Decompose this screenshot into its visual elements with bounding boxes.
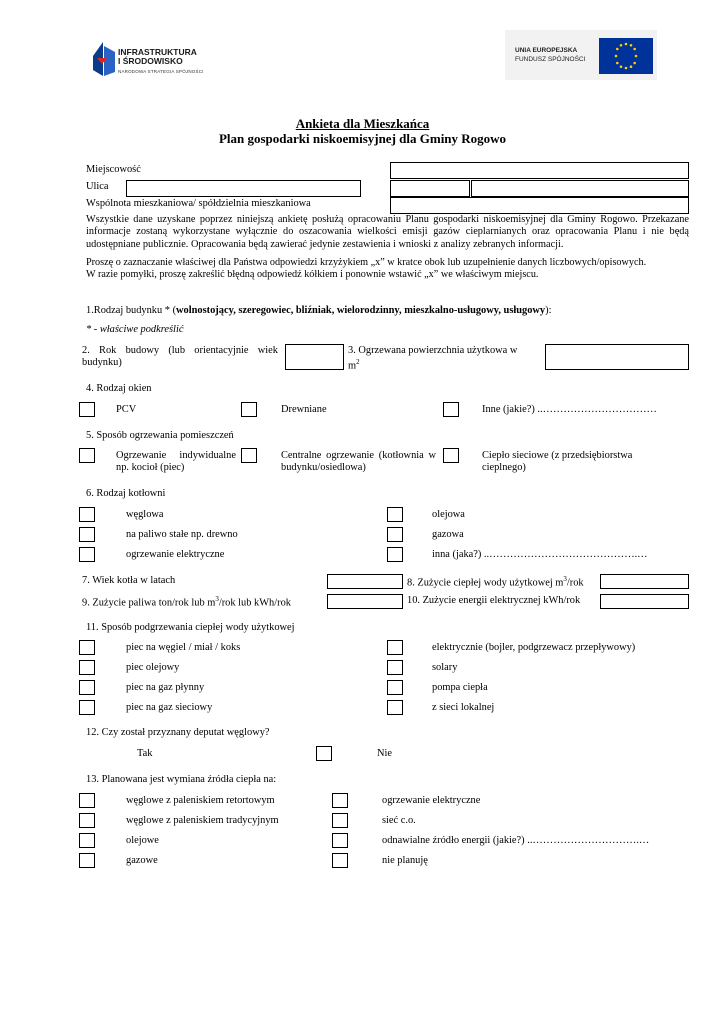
- q4-inne-label: Inne (jakie?) ..……………………………: [482, 404, 657, 415]
- q13-gazowe-label: gazowe: [126, 855, 158, 866]
- intro-paragraph: Wszystkie dane uzyskane poprzez niniejszą ankietę posłużą opracowaniu Planu gospodarki niskoemisyjnej dla Gminy Rogowo. Przekazane informacje zostaną wykorzystane wyłącznie do oszacowania wielkości emisji gazów cieplarnianych oraz opracowania Planu i nie będą udostępniane publicznie. Opracowania będą zawierać jedynie zestawienia i wnioski z analizy zebranych informacji.: [86, 214, 689, 250]
- q1-prefix: 1.Rodzaj budynku * (: [86, 305, 177, 316]
- q8-field[interactable]: [600, 574, 689, 589]
- q5-indywidualne-checkbox[interactable]: [79, 448, 95, 463]
- ulica-label: Ulica: [86, 181, 109, 192]
- q5-cieplo-sieciowe-checkbox[interactable]: [443, 448, 459, 463]
- q8-label: [407, 575, 584, 589]
- q13-oze-checkbox[interactable]: [332, 833, 348, 848]
- q6-inna-checkbox[interactable]: [387, 547, 403, 562]
- q6-drewno-checkbox[interactable]: [79, 527, 95, 542]
- survey-subtitle: Plan gospodarki niskoemisyjnej dla Gminy Rogowo: [218, 131, 507, 146]
- q13-tradycyjne-checkbox[interactable]: [79, 813, 95, 828]
- q8-label-suffix: /rok: [566, 577, 584, 589]
- q11-wegiel-checkbox[interactable]: [79, 640, 95, 655]
- q4-drewniane-label: Drewniane: [281, 404, 327, 415]
- logo-left-sub: NARODOWA STRATEGIA SPÓJNOŚCI: [118, 69, 204, 74]
- logo-left-line1: INFRASTRUKTURA: [118, 47, 197, 57]
- eu-logo-line2: FUNDUSZ SPÓJNOŚCI: [515, 56, 586, 63]
- q11-pompa-label: pompa ciepła: [432, 682, 488, 693]
- q13-retortowe-label: węglowe z paleniskiem retortowym: [126, 795, 275, 806]
- q10-label: 10. Zużycie energii elektrycznej kWh/rok: [407, 595, 581, 606]
- q11-gaz-plynny-label: piec na gaz płynny: [126, 682, 205, 693]
- q9-label-text: 9. Zużycie paliwa ton/rok lub m: [82, 597, 216, 609]
- instructions-line1: Proszę o zaznaczanie właściwej dla Państwa odpowiedzi krzyżykiem „x” w kratce obok lub uzupełnienie danych liczbowych/opisowych.: [86, 257, 647, 268]
- q13-oze-label: odnawialne źródło energii (jakie?) ..………………………….…: [382, 835, 650, 846]
- eu-logo-line1: UNIA EUROPEJSKA: [515, 47, 578, 54]
- q13-siec-co-label: sieć c.o.: [382, 815, 416, 826]
- q11-pompa-checkbox[interactable]: [387, 680, 403, 695]
- q12-yes-label: Tak: [137, 748, 153, 759]
- q11-solary-label: solary: [432, 662, 458, 673]
- q5-centralne-checkbox[interactable]: [241, 448, 257, 463]
- q12-label: 12. Czy został przyznany deputat węglowy?: [86, 727, 270, 738]
- q11-siec-lokalna-checkbox[interactable]: [387, 700, 403, 715]
- q5-indywidualne-label: Ogrzewanie indywidualne np. kocioł (piec): [116, 450, 236, 474]
- q11-label: 11. Sposób podgrzewania ciepłej wody użytkowej: [86, 622, 295, 633]
- q5-centralne-label: Centralne ogrzewanie (kotłownia w budynku/osiedlowa): [281, 450, 436, 474]
- wspolnota-field[interactable]: [390, 197, 689, 214]
- q3-unit: [348, 358, 360, 372]
- q6-weglowa-checkbox[interactable]: [79, 507, 95, 522]
- q11-elektrycznie-label: elektrycznie (bojler, podgrzewacz przepływowy): [432, 642, 636, 653]
- q7-field[interactable]: [327, 574, 403, 589]
- q3-unit-sup: 2: [356, 358, 360, 366]
- q11-elektrycznie-checkbox[interactable]: [387, 640, 403, 655]
- q13-nie-planuje-checkbox[interactable]: [332, 853, 348, 868]
- q11-solary-checkbox[interactable]: [387, 660, 403, 675]
- survey-title: Ankieta dla Mieszkańca: [295, 116, 430, 131]
- q1-suffix: ):: [545, 305, 552, 316]
- q6-label: 6. Rodzaj kotłowni: [86, 488, 166, 499]
- eu-logo: [505, 30, 657, 80]
- ulica-field[interactable]: [126, 180, 361, 197]
- q13-tradycyjne-label: węglowe z paleniskiem tradycyjnym: [126, 815, 279, 826]
- q4-drewniane-checkbox[interactable]: [241, 402, 257, 417]
- q5-label: 5. Sposób ogrzewania pomieszczeń: [86, 430, 234, 441]
- q4-pcv-checkbox[interactable]: [79, 402, 95, 417]
- q13-label: 13. Planowana jest wymiana źródła ciepła na:: [86, 774, 277, 785]
- q13-nie-planuje-label: nie planuję: [382, 855, 428, 866]
- miejscowosc-label: Miejscowość: [86, 164, 141, 175]
- q1-note: * - właściwe podkreślić: [86, 324, 184, 335]
- q10-field[interactable]: [600, 594, 689, 609]
- infrastruktura-mark-icon: [93, 42, 115, 76]
- nr-domu-label-cell: [390, 180, 470, 197]
- q9-label-suffix: /rok lub kWh/rok: [218, 597, 291, 609]
- q13-siec-co-checkbox[interactable]: [332, 813, 348, 828]
- q2-label: 2. Rok budowy (lub orientacyjnie wiek budynku): [82, 345, 278, 369]
- q3-label: 3. Ogrzewana powierzchnia użytkowa w: [348, 345, 518, 356]
- q12-no-label: Nie: [377, 748, 393, 759]
- q1-options[interactable]: wolnostojący, szeregowiec, bliźniak, wielorodzinny, mieszkalno-usługowy, usługowy: [176, 305, 546, 316]
- q9-label: [82, 595, 291, 609]
- q6-gazowa-label: gazowa: [432, 529, 464, 540]
- q5-cieplo-sieciowe-label: Ciepło sieciowe (z przedsiębiorstwa cieplnego): [482, 450, 633, 474]
- instructions-line2: W razie pomyłki, proszę zakreślić błędną odpowiedź kółkiem i ponownie wstawić „x” we właściwym miejscu.: [86, 269, 539, 280]
- q13-olejowe-label: olejowe: [126, 835, 159, 846]
- q4-inne-checkbox[interactable]: [443, 402, 459, 417]
- q9-field[interactable]: [327, 594, 403, 609]
- q11-olejowy-label: piec olejowy: [126, 662, 180, 673]
- q11-gaz-sieciowy-checkbox[interactable]: [79, 700, 95, 715]
- q13-gazowe-checkbox[interactable]: [79, 853, 95, 868]
- q4-label: 4. Rodzaj okien: [86, 383, 152, 394]
- q13-olejowe-checkbox[interactable]: [79, 833, 95, 848]
- q2-year-field[interactable]: [285, 344, 344, 370]
- q8-label-sup: 3: [563, 575, 567, 583]
- infrastruktura-logo: [93, 42, 213, 78]
- q6-inna-label: inna (jaka?) ..…………………………………….…: [432, 549, 648, 560]
- logo-left-line2: I ŚRODOWISKO: [118, 56, 183, 67]
- q7-label: 7. Wiek kotła w latach: [82, 575, 176, 586]
- q3-unit-m: m: [348, 360, 357, 372]
- q13-retortowe-checkbox[interactable]: [79, 793, 95, 808]
- q6-elektryczne-checkbox[interactable]: [79, 547, 95, 562]
- q6-drewno-label: na paliwo stałe np. drewno: [126, 529, 238, 540]
- q6-olejowa-label: olejowa: [432, 509, 465, 520]
- q6-elektryczne-label: ogrzewanie elektryczne: [126, 549, 225, 560]
- q4-pcv-label: PCV: [116, 404, 137, 415]
- wspolnota-label: Wspólnota mieszkaniowa/ spółdzielnia mieszkaniowa: [86, 198, 311, 209]
- nr-domu-field[interactable]: [471, 180, 689, 197]
- q11-siec-lokalna-label: z sieci lokalnej: [432, 702, 495, 713]
- q9-label-sup: 3: [215, 595, 219, 603]
- logo-left-title: [118, 48, 197, 67]
- q11-wegiel-label: piec na węgiel / miał / koks: [126, 642, 241, 653]
- q6-gazowa-checkbox[interactable]: [387, 527, 403, 542]
- q11-olejowy-checkbox[interactable]: [79, 660, 95, 675]
- q3-area-field[interactable]: [545, 344, 689, 370]
- eu-flag-icon: [599, 38, 653, 74]
- q8-label-text: 8. Zużycie ciepłej wody użytkowej m: [407, 577, 564, 589]
- q13-elektryczne-checkbox[interactable]: [332, 793, 348, 808]
- q13-elektryczne-label: ogrzewanie elektryczne: [382, 795, 481, 806]
- q6-weglowa-label: węglowa: [126, 509, 164, 520]
- miejscowosc-field[interactable]: [390, 162, 689, 179]
- q11-gaz-plynny-checkbox[interactable]: [79, 680, 95, 695]
- q1-building-type: [86, 305, 552, 317]
- q11-gaz-sieciowy-label: piec na gaz sieciowy: [126, 702, 213, 713]
- q12-checkbox[interactable]: [316, 746, 332, 761]
- q6-olejowa-checkbox[interactable]: [387, 507, 403, 522]
